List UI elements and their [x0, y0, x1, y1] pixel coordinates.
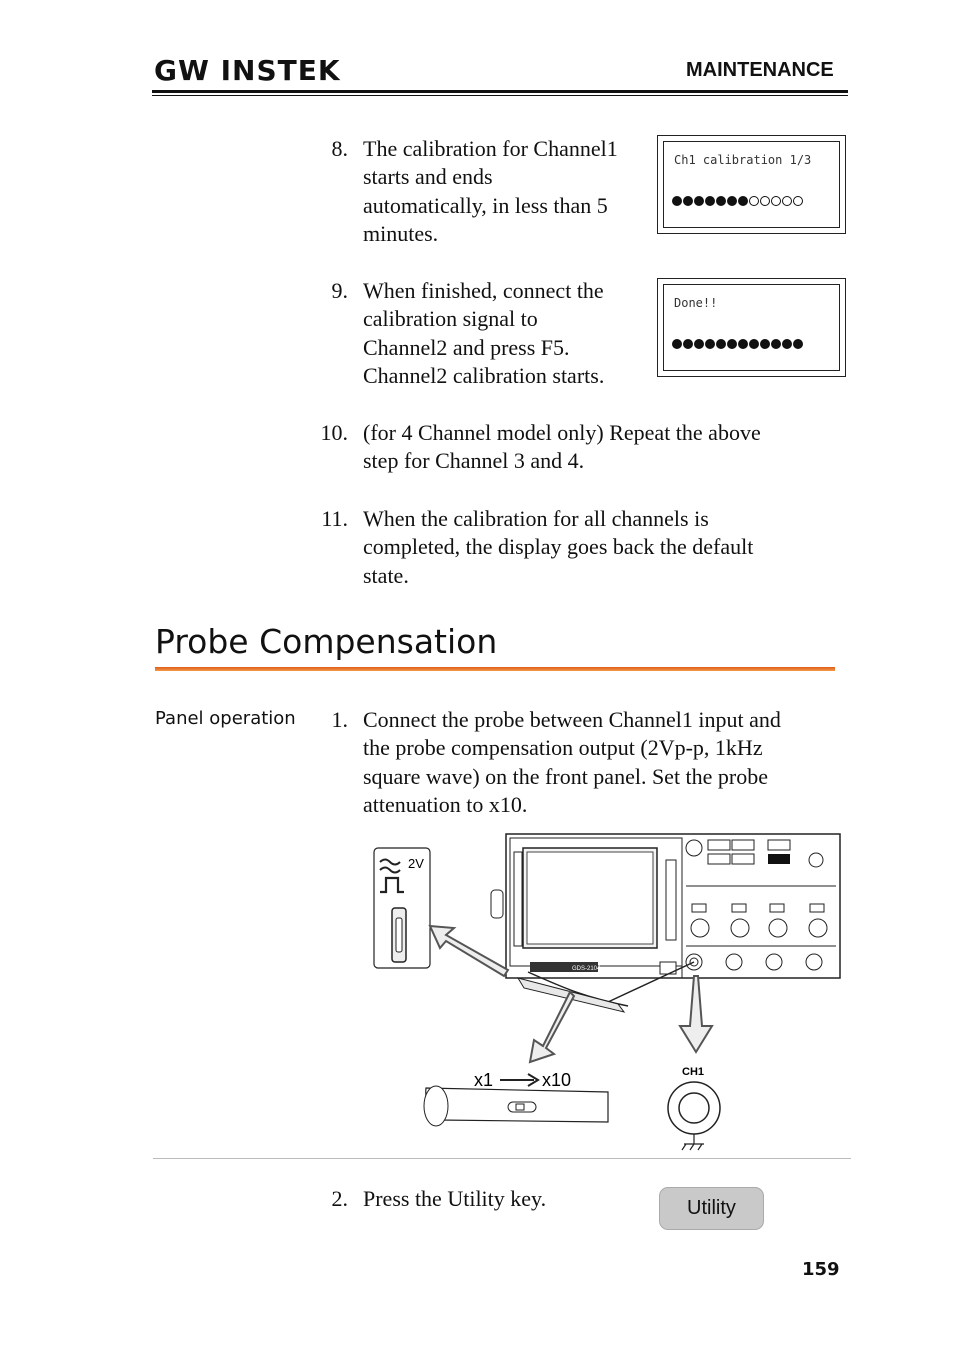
progress-dot	[683, 339, 693, 349]
signal-label: 2V	[408, 856, 424, 871]
step-text	[363, 1185, 546, 1213]
ground-icon	[682, 1134, 704, 1150]
oscilloscope-body	[491, 834, 840, 978]
header-divider-thin	[152, 95, 848, 96]
progress-dot	[683, 196, 693, 206]
step-line: (for 4 Channel model only) Repeat the above	[363, 420, 761, 445]
progress-dot	[727, 196, 737, 206]
step-line: calibration signal to	[363, 306, 538, 332]
step-line: Connect the probe between Channel1 input and	[363, 707, 781, 732]
progress-dots	[672, 339, 803, 349]
step-text	[363, 135, 618, 248]
progress-dot	[760, 339, 770, 349]
heading-underline	[155, 667, 835, 671]
x10-label: x10	[542, 1070, 572, 1090]
step-line: starts and ends	[363, 164, 493, 190]
header-divider	[152, 90, 848, 93]
progress-dot	[705, 196, 715, 206]
progress-dot	[771, 339, 781, 349]
step-line: Channel2 and press F5.	[363, 334, 570, 360]
section-header: MAINTENANCE	[686, 59, 834, 81]
ch1-label: CH1	[682, 1066, 705, 1078]
step-number: 9.	[331, 278, 348, 303]
step-line: completed, the display goes back the default	[363, 534, 754, 560]
page-number: 159	[802, 1259, 840, 1280]
step-number: 2.	[331, 1186, 348, 1211]
progress-dots	[672, 196, 803, 206]
progress-dot	[672, 196, 682, 206]
progress-dot	[793, 196, 803, 206]
step-line: automatically, in less than 5	[363, 192, 608, 218]
step-number: 8.	[331, 136, 348, 161]
progress-dot	[793, 339, 803, 349]
step-line: When finished, connect the	[363, 278, 604, 303]
step-number: 1.	[331, 707, 348, 732]
model-label: GDS-2104	[572, 966, 601, 972]
progress-dot	[727, 339, 737, 349]
step-number: 11.	[321, 506, 348, 531]
step-line: Channel2 calibration starts.	[363, 362, 605, 388]
side-label: Panel operation	[155, 708, 296, 729]
utility-key-button[interactable]: Utility	[659, 1187, 764, 1230]
display-text: Done!!	[674, 296, 718, 310]
step-line: square wave) on the front panel. Set the probe	[363, 763, 769, 789]
probe-figure	[368, 830, 846, 1160]
progress-dot	[672, 339, 682, 349]
progress-dot	[694, 196, 704, 206]
step-text	[363, 505, 753, 590]
progress-dot	[716, 196, 726, 206]
probe-body	[424, 1086, 608, 1126]
progress-dot	[760, 196, 770, 206]
x1-label: x1	[474, 1070, 494, 1090]
calibration-display-1	[657, 135, 846, 234]
progress-dot	[738, 339, 748, 349]
step-text	[363, 706, 781, 819]
display-text: Ch1 calibration 1/3	[674, 153, 812, 167]
step-text	[363, 277, 604, 390]
section-heading: Probe Compensation	[155, 622, 498, 661]
step-line: When the calibration for all channels is	[363, 506, 709, 531]
progress-dot	[705, 339, 715, 349]
progress-dot	[749, 339, 759, 349]
step-line: attenuation to x10.	[363, 791, 528, 817]
step-line: The calibration for Channel1	[363, 136, 618, 161]
progress-dot	[782, 339, 792, 349]
brand-logo: GW INSTEK	[154, 54, 341, 87]
step-line: state.	[363, 562, 409, 588]
calibration-display-2	[657, 278, 846, 377]
progress-dot	[716, 339, 726, 349]
step-text	[363, 419, 761, 476]
progress-dot	[749, 196, 759, 206]
step-line: step for Channel 3 and 4.	[363, 448, 585, 474]
step-line: Press the Utility key.	[363, 1186, 547, 1211]
step-line: the probe compensation output (2Vp-p, 1kHz	[363, 735, 763, 761]
progress-dot	[782, 196, 792, 206]
progress-dot	[738, 196, 748, 206]
progress-dot	[771, 196, 781, 206]
progress-dot	[694, 339, 704, 349]
compensation-terminal-callout	[374, 848, 430, 968]
divider	[153, 1158, 851, 1159]
step-number: 10.	[320, 420, 348, 445]
step-line: minutes.	[363, 220, 439, 246]
